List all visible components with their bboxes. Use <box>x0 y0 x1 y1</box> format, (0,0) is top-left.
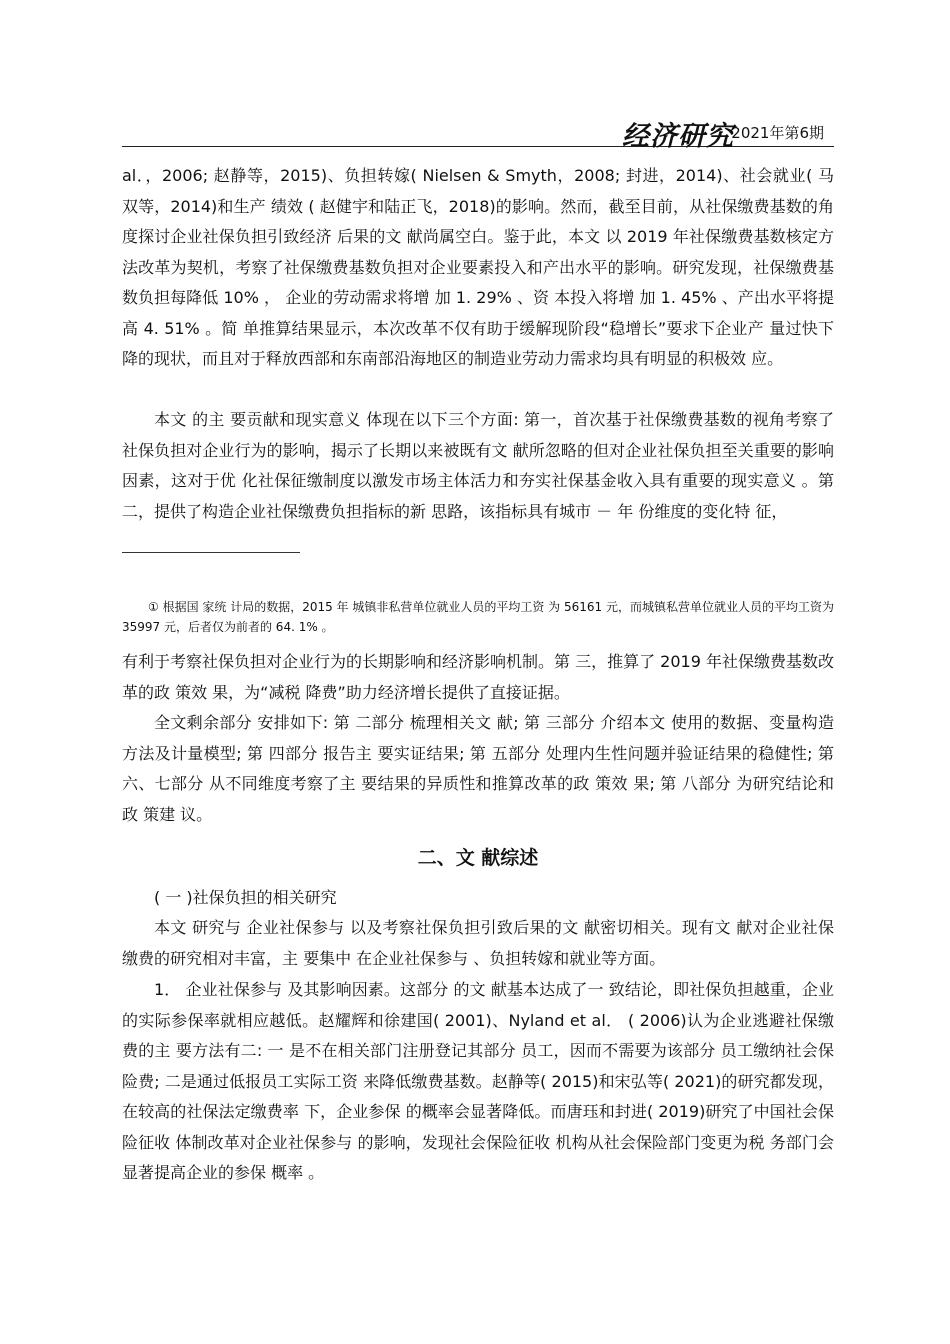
page-header <box>122 112 834 152</box>
section-title: 二、文 献综述 <box>417 847 539 869</box>
journal-logo: 经济研究 <box>622 121 734 152</box>
paragraph-5: 本文 研究与 企业社保参与 以及考察社保负担引致后果的文 献密切相关。现有文 献对企业社保缴费的研究相对丰富，主 要集中 在企业社保参与 、负担转嫁和就业等方面。 <box>122 918 834 968</box>
footnote: ① 根据国 家统 计局的数据，2015 年 城镇非私营单位就业人员的平均工资 为 56161 元，而城镇私营单位就业人员的平均工资为 35997 元，后者仅为前者的 64. 1% 。 <box>122 600 834 634</box>
subsection-title: ( 一 )社保负担的相关研究 <box>154 888 337 907</box>
paragraph-3: 有利于考察社保负担对企业行为的长期影响和经济影响机制。第 三，推算了 2019 年社保缴费基数改革的政 策效 果，为“减税 降费”助力经济增长提供了直接证据。 <box>122 652 834 702</box>
paragraph-4: 全文剩余部分 安排如下: 第 二部分 梳理相关文 献; 第 三部分 介绍本文 使用的数据、变量构造方法及计量模型; 第 四部分 报告主 要实证结果; 第 五部分 处理内生性问题并验证结果的稳健性; 第 六、七部分 从不同维度考察了主 要结果的异质性和推算改革的政 策效 果; 第 八部分 为研究结论和政 策建 议。 <box>122 713 834 824</box>
paragraph-6: 1． 企业社保参与 及其影响因素。这部分 的文 献基本达成了一 致结论，即社保负担越重，企业的实际参保率就相应越低。赵耀辉和徐建国( 2001)、Nyland et al． ( 2006)认为企业逃避社保缴费的主 要方法有二: 一 是不在相关部门注册登记其部分 员工，因而不需要为该部分 员工缴纳社会保险费; 二是通过低报员工实际工资 来降低缴费基数。赵静等( 2015)和宋弘等( 2021)的研究都发现，在较高的社保法定缴费率 下，企业参保 的概率会显著降低。而唐珏和封进( 2019)研究了中国社会保 险征收 体制改革对企业社保参与 的影响，发现社会保险征收 机构从社会保险部门变更为税 务部门会 显著提高企业的参保 概率 。 <box>122 980 834 1182</box>
paragraph-1: al．，2006; 赵静等，2015)、负担转嫁( Nielsen & Smyth，2008; 封进，2014)、社会就业( 马 双等，2014)和生产 绩效 ( 赵健宇和陆正飞，2018)的影响。然而，截至目前，从社保缴费基数的角度探讨企业社保负担引致经济 后果的文 献尚属空白。鉴于此，本文 以 2019 年社保缴费基数核定方法改革为契机，考察了社保缴费基数负担对企业要素投入和产出水平的影响。研究发现，社保缴费基数负担每降低 10% ， 企业的劳动需求将增 加 1. 29% 、资 本投入将增 加 1. 45% 、产出水平将提高 4. 51% 。简 单推算结果显示，本次改革不仅有助于缓解现阶段“稳增长”要求下企业产 量过快下降的现状，而且对于释放西部和东南部沿海地区的制造业劳动力需求均具有明显的积极效 应。 <box>122 166 834 368</box>
issue-number: 2021年第6期 <box>731 124 824 142</box>
footnote-divider <box>122 552 300 553</box>
paragraph-2: 本文 的主 要贡献和现实意义 体现在以下三个方面: 第一，首次基于社保缴费基数的视角考察了社保负担对企业行为的影响，揭示了长期以来被既有文 献所忽略的但对企业社保负担至关重要的影响因素，这对于优 化社保征缴制度以激发市场主体活力和夯实社保基金收入具有重要的现实意义 。第 二，提供了构造企业社保缴费负担指标的新 思路，该指标具有城市 － 年 份维度的变化特 征， <box>122 410 834 521</box>
